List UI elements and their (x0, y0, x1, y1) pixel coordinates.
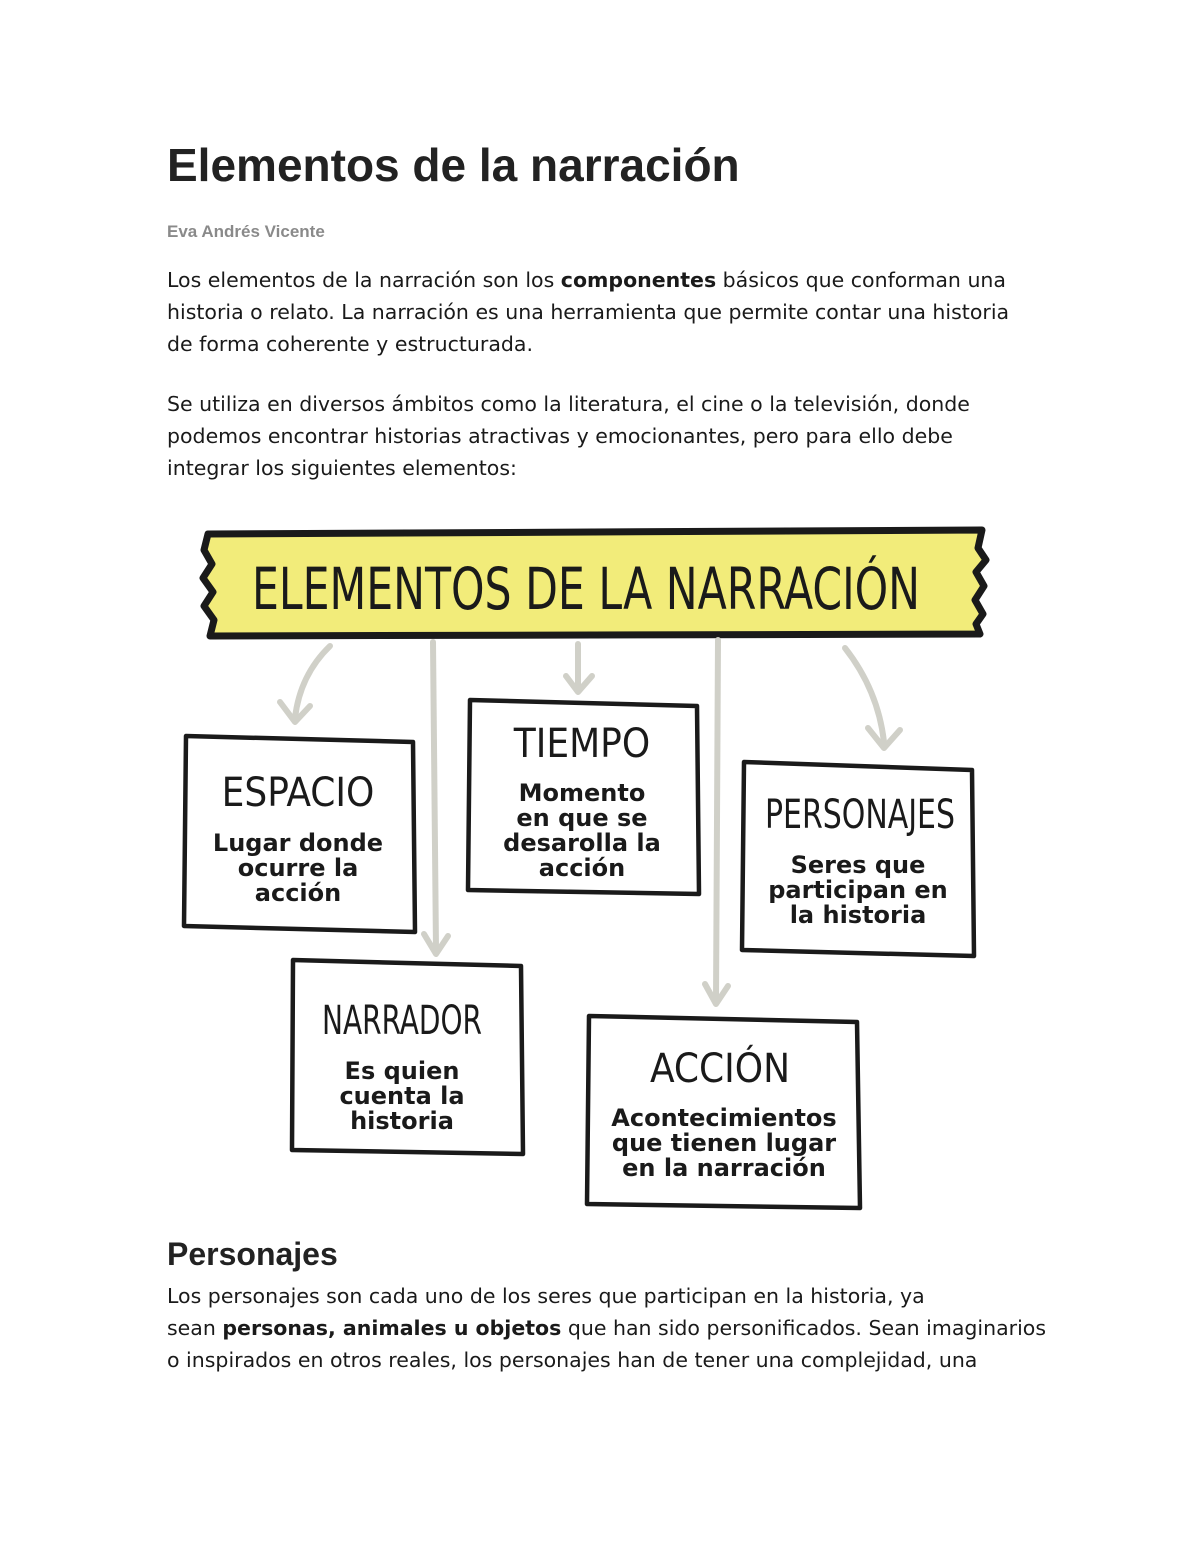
tiempo-line-3: desarolla la (503, 829, 661, 857)
narrador-line-1: Es quien (344, 1057, 460, 1085)
personajes-line-3: la historia (789, 901, 927, 929)
narrador-title: NARRADOR (322, 998, 482, 1044)
narrador-line-3: historia (350, 1107, 454, 1135)
personajes-title: PERSONAJES (765, 792, 955, 838)
second-line-2: podemos encontrar historias atractivas y emocionantes, pero para ello debe (167, 424, 953, 448)
section-line-1: Los personajes son cada uno de los seres que participan en la historia, ya (167, 1284, 925, 1308)
section-heading: Personajes (167, 1236, 338, 1272)
personajes-line-2: participan en (768, 876, 948, 904)
banner (203, 530, 1071, 636)
espacio-line-2: ocurre la (237, 854, 359, 882)
section-text: que han sido personificados. Sean imaginarios (561, 1316, 1047, 1340)
second-line-3: integrar los siguientes elementos: (167, 456, 517, 480)
document-title: Elementos de la narración (167, 139, 740, 191)
banner-title: ELEMENTOS DE LA NARRACIÓN (252, 555, 1071, 623)
intro-line-2: historia o relato. La narración es una herramienta que permite contar una historia (167, 300, 1010, 324)
arrow-to-accion (716, 640, 718, 1000)
espacio-title: ESPACIO (221, 770, 375, 816)
narrador-line-2: cuenta la (339, 1082, 465, 1110)
personajes-line-1: Seres que (790, 851, 926, 879)
tiempo-title: TIEMPO (513, 721, 651, 767)
tiempo-line-4: acción (538, 854, 626, 882)
section-bold-term: personas, animales u objetos (222, 1316, 562, 1340)
intro-text: Los elementos de la narración son los (167, 268, 561, 292)
intro-line-3: de forma coherente y estructurada. (167, 332, 533, 356)
section-line-3: o inspirados en otros reales, los personajes han de tener una complejidad, una (167, 1348, 978, 1372)
arrow-to-narrador (433, 642, 436, 950)
accion-title: ACCIÓN (649, 1046, 791, 1092)
intro-bold-term: componentes (560, 268, 717, 292)
tiempo-line-1: Momento (518, 779, 646, 807)
accion-line-3: en la narración (622, 1154, 826, 1182)
section-text: sean (167, 1316, 223, 1340)
accion-line-2: que tienen lugar (611, 1129, 837, 1157)
section-line-2 (167, 1312, 1047, 1344)
espacio-line-3: acción (254, 879, 342, 907)
arrow-to-personajes (845, 648, 884, 742)
tiempo-line-2: en que se (516, 804, 648, 832)
personajes-paragraph (167, 1280, 1047, 1376)
espacio-line-1: Lugar donde (212, 829, 384, 857)
author-name: Eva Andrés Vicente (167, 222, 325, 241)
accion-line-1: Acontecimientos (611, 1104, 837, 1132)
intro-text: básicos que conforman una (716, 268, 1006, 292)
second-line-1: Se utiliza en diversos ámbitos como la literatura, el cine o la televisión, donde (167, 392, 970, 416)
